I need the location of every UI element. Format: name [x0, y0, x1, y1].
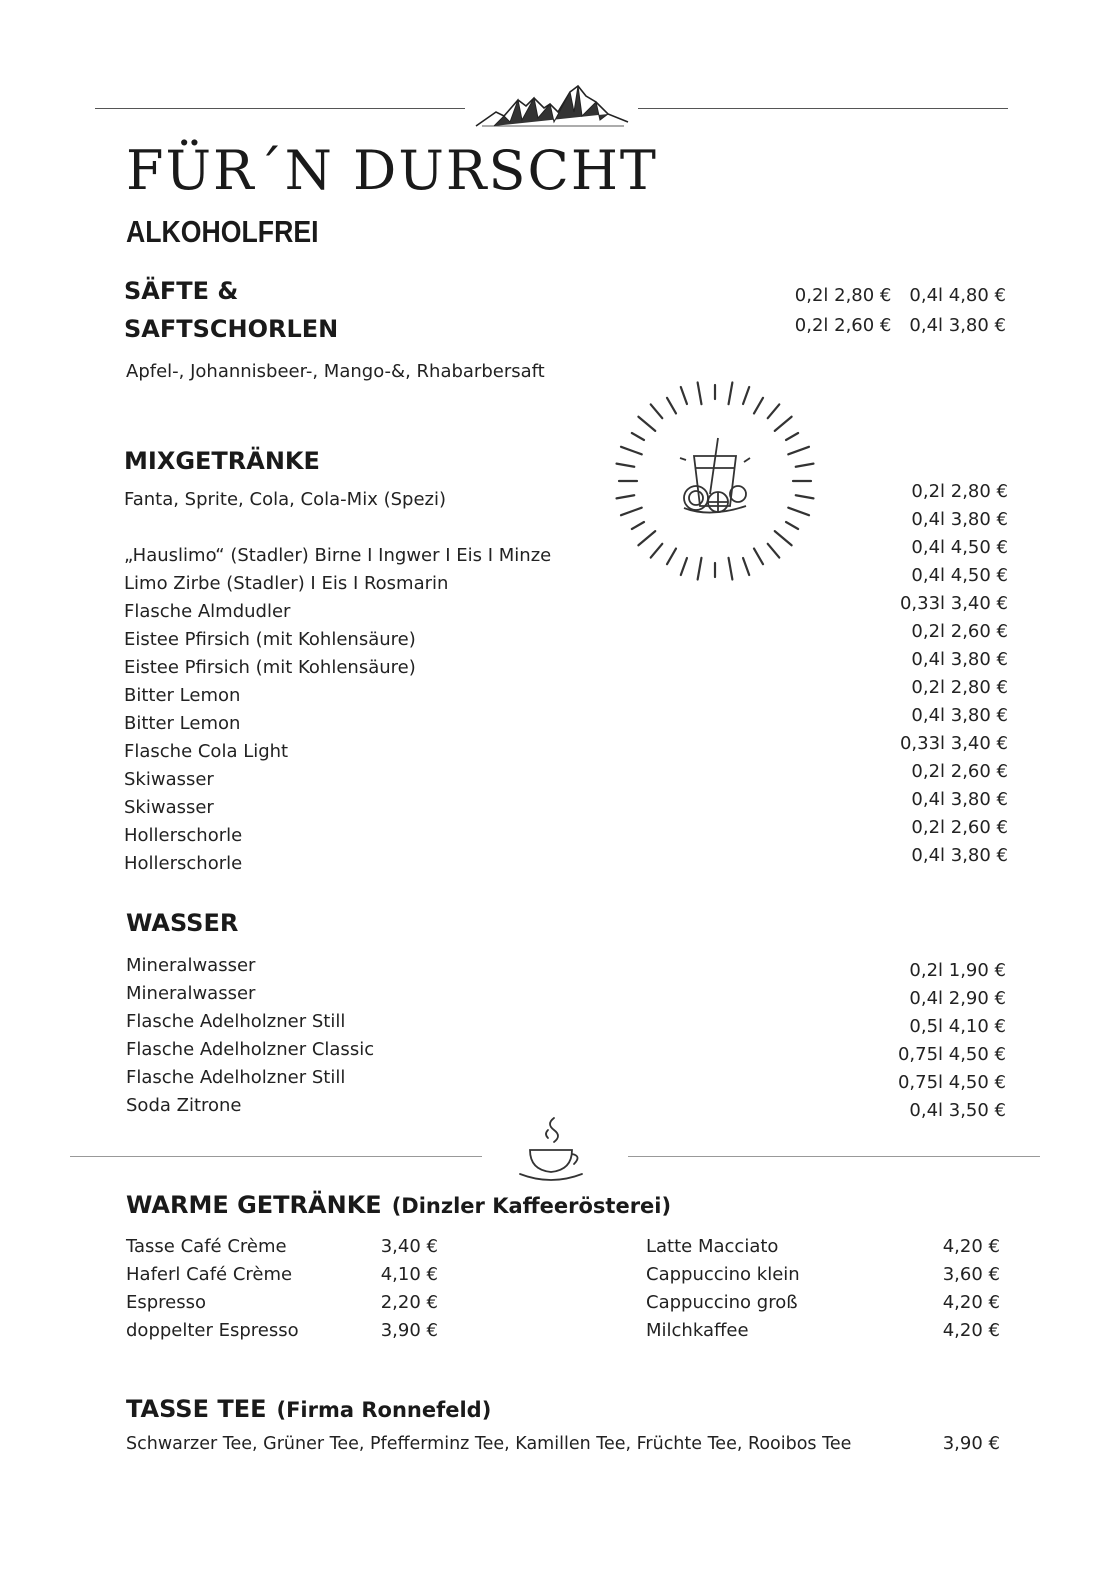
list-item: Hollerschorle — [124, 853, 243, 874]
list-item: Limo Zirbe (Stadler) I Eis I Rosmarin — [124, 573, 449, 594]
list-item: Flasche Cola Light — [124, 741, 289, 762]
price: 3,60 € — [942, 1264, 1000, 1285]
tee-description: Schwarzer Tee, Grüner Tee, Pfefferminz Tee, Kamillen Tee, Früchte Tee, Rooibos Tee — [126, 1434, 852, 1454]
page-title: FÜR´N DURSCHT — [126, 139, 658, 202]
price: 0,2l 2,60 € — [911, 761, 1008, 782]
price: 0,4l 3,80 € — [911, 509, 1008, 530]
warm-right-names — [646, 1233, 800, 1345]
wasser-heading: WASSER — [126, 909, 239, 937]
warm-left-names — [126, 1233, 299, 1345]
price: 0,4l 3,80 € — [911, 705, 1008, 726]
sunburst-ray — [698, 558, 702, 580]
sunburst-ray — [729, 383, 733, 405]
saefte-price-large: 0,4l 4,80 € — [909, 285, 1006, 306]
list-item: Bitter Lemon — [124, 713, 241, 734]
list-item: Cappuccino groß — [646, 1292, 798, 1313]
section-heading-alkoholfrei: ALKOHOLFREI — [126, 214, 319, 249]
sunburst-ray — [786, 433, 798, 440]
wasser-price-list — [766, 957, 1006, 1125]
list-item: Eistee Pfirsich (mit Kohlensäure) — [124, 629, 416, 650]
wasser-item-list — [126, 952, 374, 1120]
list-item: Milchkaffee — [646, 1320, 749, 1341]
sunburst-ray — [754, 398, 763, 414]
mix-price-list — [768, 478, 1008, 870]
saefte-price-row-1 — [795, 282, 1006, 310]
price: 0,5l 4,10 € — [909, 1016, 1006, 1037]
sunburst-ray — [638, 531, 655, 545]
sunburst-ray — [743, 387, 749, 404]
price: 0,2l 2,60 € — [911, 817, 1008, 838]
top-divider-right — [638, 108, 1008, 109]
price: 0,4l 4,50 € — [911, 565, 1008, 586]
list-item: Flasche Adelholzner Classic — [126, 1039, 375, 1060]
warm-heading — [126, 1190, 671, 1221]
price: 3,90 € — [380, 1320, 438, 1341]
warm-right-prices — [890, 1233, 1000, 1345]
sunburst-ray — [729, 558, 733, 580]
sunburst-ray — [617, 464, 635, 467]
sunburst-ray — [754, 549, 763, 565]
list-item: Mineralwasser — [126, 983, 256, 1004]
sunburst-ray — [796, 464, 814, 467]
saefte-description: Apfel-, Johannisbeer-, Mango-&, Rhabarbersaft — [126, 361, 545, 382]
list-item: doppelter Espresso — [126, 1320, 299, 1341]
sunburst-ray — [667, 549, 676, 565]
list-item: Skiwasser — [124, 769, 214, 790]
price: 0,4l 2,90 € — [909, 988, 1006, 1009]
list-item: Skiwasser — [124, 797, 214, 818]
list-item: „Hauslimo“ (Stadler) Birne I Ingwer I Eis I Minze — [124, 545, 552, 566]
price: 0,33l 3,40 € — [899, 593, 1008, 614]
sunburst-ray — [632, 433, 644, 440]
saefte-price-row-2 — [795, 312, 1006, 340]
saefte-price-small: 0,2l 2,60 € — [794, 315, 892, 336]
list-item: Flasche Adelholzner Still — [126, 1011, 346, 1032]
list-item: Mineralwasser — [126, 955, 256, 976]
tee-price: 3,90 € — [942, 1433, 1000, 1454]
price: 0,4l 3,80 € — [911, 845, 1008, 866]
price: 3,40 € — [380, 1236, 438, 1257]
sunburst-ray — [681, 387, 687, 404]
price: 4,20 € — [942, 1292, 1000, 1313]
sunburst-ray — [681, 558, 687, 575]
price: 0,4l 3,80 € — [911, 649, 1008, 670]
list-item: Cappuccino klein — [646, 1264, 800, 1285]
price: 0,2l 2,80 € — [911, 481, 1008, 502]
price: 0,2l 2,80 € — [911, 677, 1008, 698]
list-item: Fanta, Sprite, Cola, Cola-Mix (Spezi) — [124, 489, 446, 510]
tee-heading — [126, 1394, 491, 1425]
price: 0,2l 1,90 € — [909, 960, 1006, 981]
list-item: Bitter Lemon — [124, 685, 241, 706]
tee-heading-title: TASSE TEE — [126, 1395, 267, 1423]
mountain-icon — [474, 82, 630, 130]
sunburst-ray — [698, 383, 702, 405]
list-item: Latte Macciato — [646, 1236, 779, 1257]
price: 0,33l 3,40 € — [899, 733, 1008, 754]
tee-heading-subtitle: (Firma Ronnefeld) — [276, 1398, 492, 1422]
price: 0,4l 3,80 € — [911, 789, 1008, 810]
warm-left-prices — [340, 1233, 438, 1345]
price: 0,4l 4,50 € — [911, 537, 1008, 558]
saefte-heading-line2: SAFTSCHORLEN — [124, 315, 339, 343]
list-item: Flasche Adelholzner Still — [126, 1067, 346, 1088]
price: 0,75l 4,50 € — [897, 1044, 1006, 1065]
sunburst-ray — [775, 417, 792, 431]
price: 2,20 € — [380, 1292, 438, 1313]
list-item: Tasse Café Crème — [126, 1236, 287, 1257]
sunburst-ray — [617, 495, 635, 498]
list-item: Hollerschorle — [124, 825, 243, 846]
price: 0,4l 3,50 € — [909, 1100, 1006, 1121]
price: 0,2l 2,60 € — [911, 621, 1008, 642]
sunburst-ray — [651, 544, 663, 558]
sunburst-ray — [768, 404, 780, 418]
sunburst-ray — [743, 558, 749, 575]
saefte-price-large: 0,4l 3,80 € — [909, 315, 1006, 336]
sunburst-ray — [621, 447, 642, 455]
price: 4,20 € — [942, 1236, 1000, 1257]
mix-item-list — [124, 486, 551, 878]
top-divider-left — [95, 108, 465, 109]
list-item: Espresso — [126, 1292, 207, 1313]
warm-heading-title: WARME GETRÄNKE — [126, 1191, 382, 1219]
saefte-heading-line1: SÄFTE & — [124, 277, 239, 305]
sunburst-ray — [632, 522, 644, 529]
price: 0,75l 4,50 € — [897, 1072, 1006, 1093]
list-item — [124, 514, 551, 542]
sunburst-ray — [667, 398, 676, 414]
warm-heading-subtitle: (Dinzler Kaffeerösterei) — [391, 1194, 672, 1218]
middle-divider-left — [70, 1156, 482, 1157]
saefte-price-small: 0,2l 2,80 € — [794, 285, 892, 306]
mix-heading: MIXGETRÄNKE — [124, 447, 320, 475]
sunburst-ray — [788, 447, 809, 455]
price: 4,20 € — [942, 1320, 1000, 1341]
list-item: Eistee Pfirsich (mit Kohlensäure) — [124, 657, 416, 678]
list-item: Flasche Almdudler — [124, 601, 291, 622]
sunburst-ray — [621, 508, 642, 516]
middle-divider-right — [628, 1156, 1040, 1157]
coffee-cup-icon — [514, 1114, 588, 1186]
sunburst-ray — [638, 417, 655, 431]
price: 4,10 € — [380, 1264, 438, 1285]
list-item: Soda Zitrone — [126, 1095, 242, 1116]
sunburst-ray — [651, 404, 663, 418]
list-item: Haferl Café Crème — [126, 1264, 293, 1285]
